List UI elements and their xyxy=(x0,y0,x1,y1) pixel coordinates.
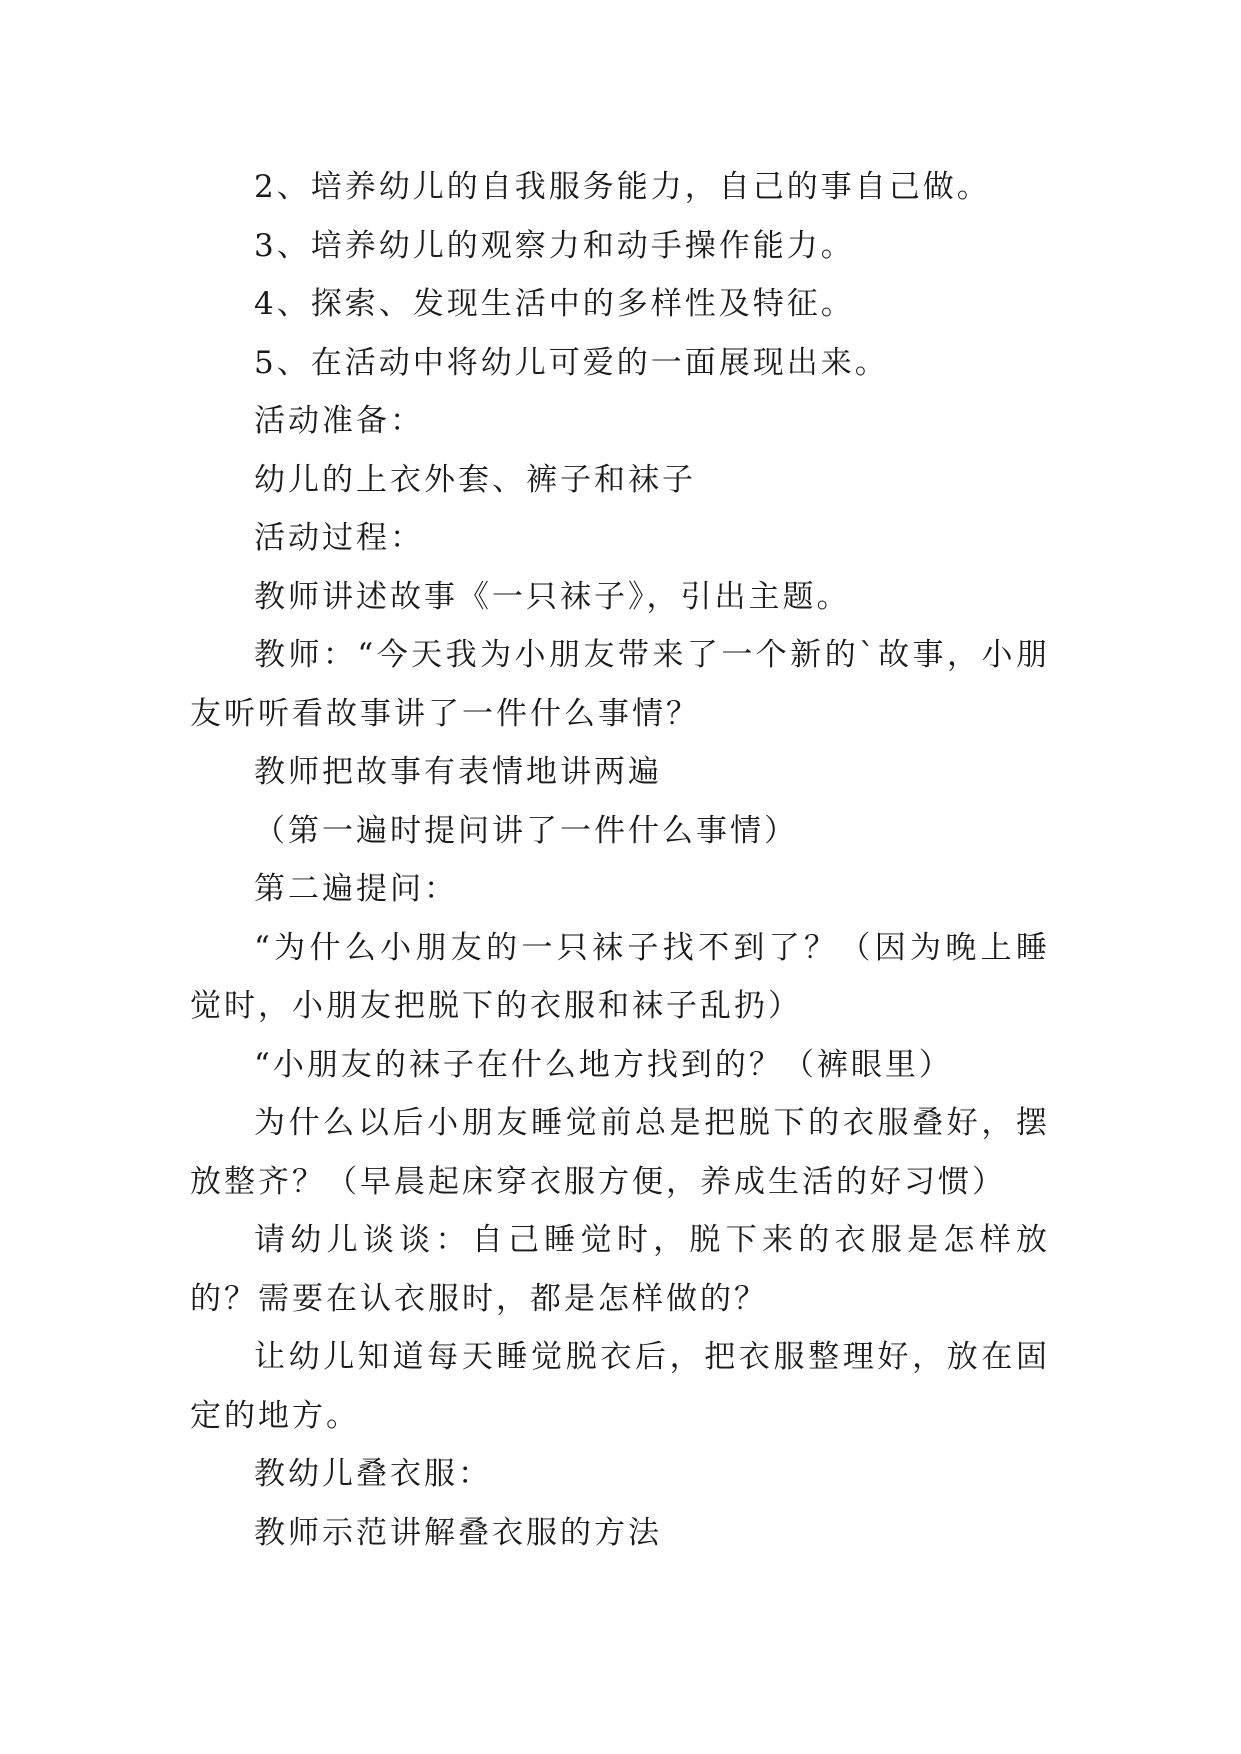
section-heading-preparation: 活动准备： xyxy=(254,403,424,439)
paragraph-goal-3: 3、培养幼儿的观察力和动手操作能力。 xyxy=(254,227,855,264)
paragraph-teacher-quote: 教师：“今天我为小朋友带来了一个新的`故事，小朋友听听看故事讲了一件什么事情？ xyxy=(190,637,1050,732)
paragraph-second-question-heading: 第二遍提问： xyxy=(254,871,458,907)
paragraph-question-2: “小朋友的袜子在什么地方找到的？（裤眼里） xyxy=(254,1046,953,1083)
paragraph-materials: 幼儿的上衣外套、裤子和袜子 xyxy=(254,461,696,498)
paragraph-first-question: （第一遍时提问讲了一件什么事情） xyxy=(254,812,798,849)
section-heading-process: 活动过程： xyxy=(254,520,424,556)
paragraph-discussion: 请幼儿谈谈：自己睡觉时，脱下来的衣服是怎样放的？需要在认衣服时，都是怎样做的？ xyxy=(190,1222,1050,1317)
paragraph-habit: 让幼儿知道每天睡觉脱衣后，把衣服整理好，放在固定的地方。 xyxy=(190,1339,1050,1434)
document-body xyxy=(190,158,1050,1562)
paragraph-question-1: “为什么小朋友的一只袜子找不到了？（因为晚上睡觉时，小朋友把脱下的衣服和袜子乱扔） xyxy=(190,929,1050,1024)
paragraph-goal-2: 2、培养幼儿的自我服务能力，自己的事自己做。 xyxy=(254,169,991,205)
paragraph-question-3: 为什么以后小朋友睡觉前总是把脱下的衣服叠好，摆放整齐？（早晨起床穿衣服方便，养成生活的好习惯） xyxy=(190,1105,1050,1200)
paragraph-story-intro: 教师讲述故事《一只袜子》，引出主题。 xyxy=(254,578,851,615)
paragraph-tell-twice: 教师把故事有表情地讲两遍 xyxy=(254,754,662,790)
section-heading-folding: 教幼儿叠衣服： xyxy=(254,1456,492,1492)
paragraph-demonstration: 教师示范讲解叠衣服的方法 xyxy=(254,1514,662,1551)
paragraph-goal-4: 4、探索、发现生活中的多样性及特征。 xyxy=(254,286,855,322)
paragraph-goal-5: 5、在活动中将幼儿可爱的一面展现出来。 xyxy=(254,344,889,381)
